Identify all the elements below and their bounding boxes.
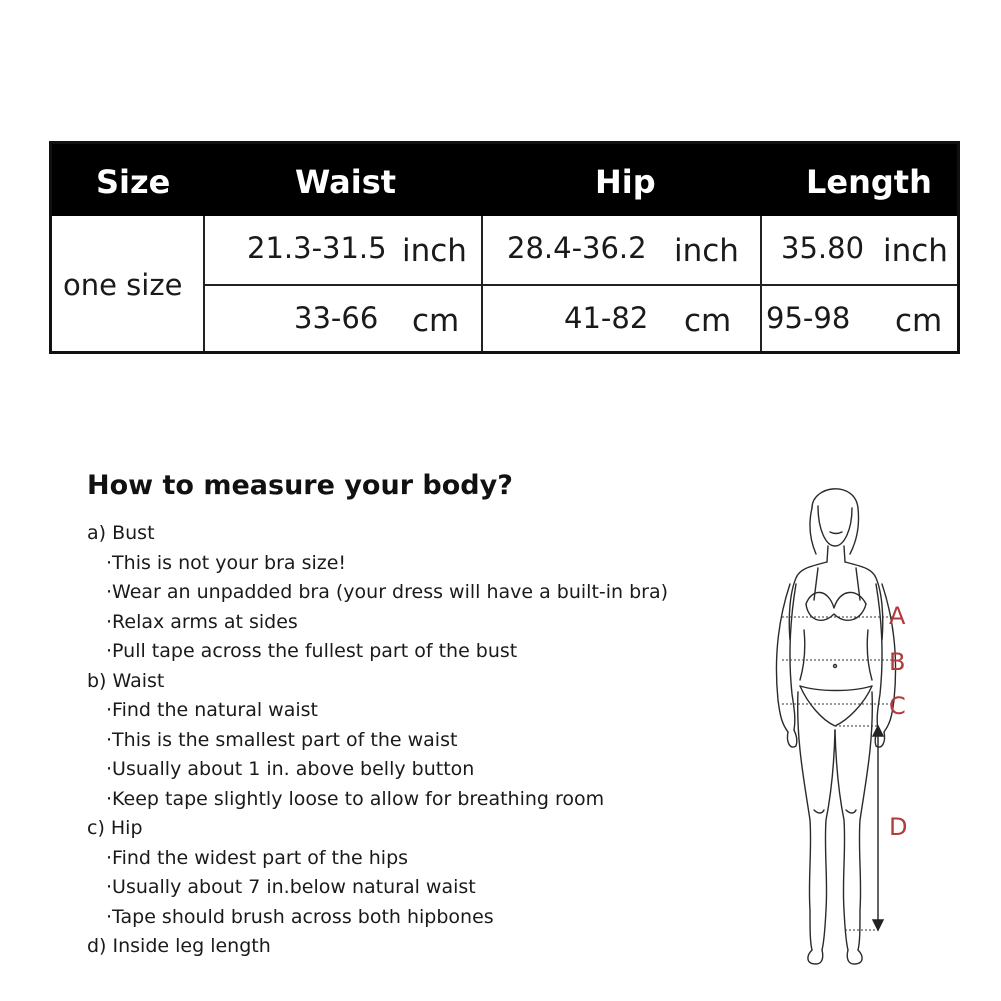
measure-heading: b) Waist xyxy=(87,670,165,692)
header-waist: Waist xyxy=(295,163,397,201)
length-cm-value: 95-98 xyxy=(766,301,851,335)
measure-heading: c) Hip xyxy=(87,817,143,839)
measure-tip: ·Tape should brush across both hipbones xyxy=(106,906,494,928)
row-divider xyxy=(203,284,957,286)
hip-inch-value: 28.4-36.2 xyxy=(507,231,647,265)
hip-cm-unit: cm xyxy=(684,303,732,339)
label-c: C xyxy=(889,692,906,720)
waist-inch-value: 21.3-31.5 xyxy=(247,231,387,265)
table-header xyxy=(52,144,957,216)
length-cm-unit: cm xyxy=(895,303,943,339)
header-size: Size xyxy=(96,163,171,201)
measure-heading: a) Bust xyxy=(87,522,155,544)
measure-tip: ·Find the widest part of the hips xyxy=(106,847,409,869)
measure-tip: ·Find the natural waist xyxy=(106,699,318,721)
header-length: Length xyxy=(806,163,932,201)
measure-tip: ·Wear an unpadded bra (your dress will have a built-in bra) xyxy=(106,581,669,603)
measure-tip: ·Relax arms at sides xyxy=(106,611,298,633)
waist-cm-unit: cm xyxy=(412,303,460,339)
measure-tip: ·Usually about 1 in. above belly button xyxy=(106,758,475,780)
label-a: A xyxy=(889,602,906,630)
measure-tip: ·Pull tape across the fullest part of the bust xyxy=(106,640,518,662)
length-inch-value: 35.80 xyxy=(781,231,865,265)
measure-tip: ·Keep tape slightly loose to allow for breathing room xyxy=(106,788,605,810)
length-inch-unit: inch xyxy=(883,233,948,269)
label-b: B xyxy=(889,648,906,676)
waist-inch-unit: inch xyxy=(402,233,467,269)
measure-heading: d) Inside leg length xyxy=(87,935,271,957)
waist-cm-value: 33-66 xyxy=(294,301,379,335)
measure-tip: ·This is the smallest part of the waist xyxy=(106,729,458,751)
hip-inch-unit: inch xyxy=(674,233,739,269)
label-d: D xyxy=(889,813,908,841)
measure-tip: ·Usually about 7 in.below natural waist xyxy=(106,876,476,898)
size-label: one size xyxy=(63,268,183,302)
size-chart-table xyxy=(49,141,960,354)
table-body xyxy=(52,216,957,351)
measure-tip: ·This is not your bra size! xyxy=(106,552,347,574)
header-hip: Hip xyxy=(595,163,656,201)
hip-cm-value: 41-82 xyxy=(564,301,649,335)
body-measurement-figure xyxy=(760,480,960,970)
measure-title: How to measure your body? xyxy=(87,470,513,501)
